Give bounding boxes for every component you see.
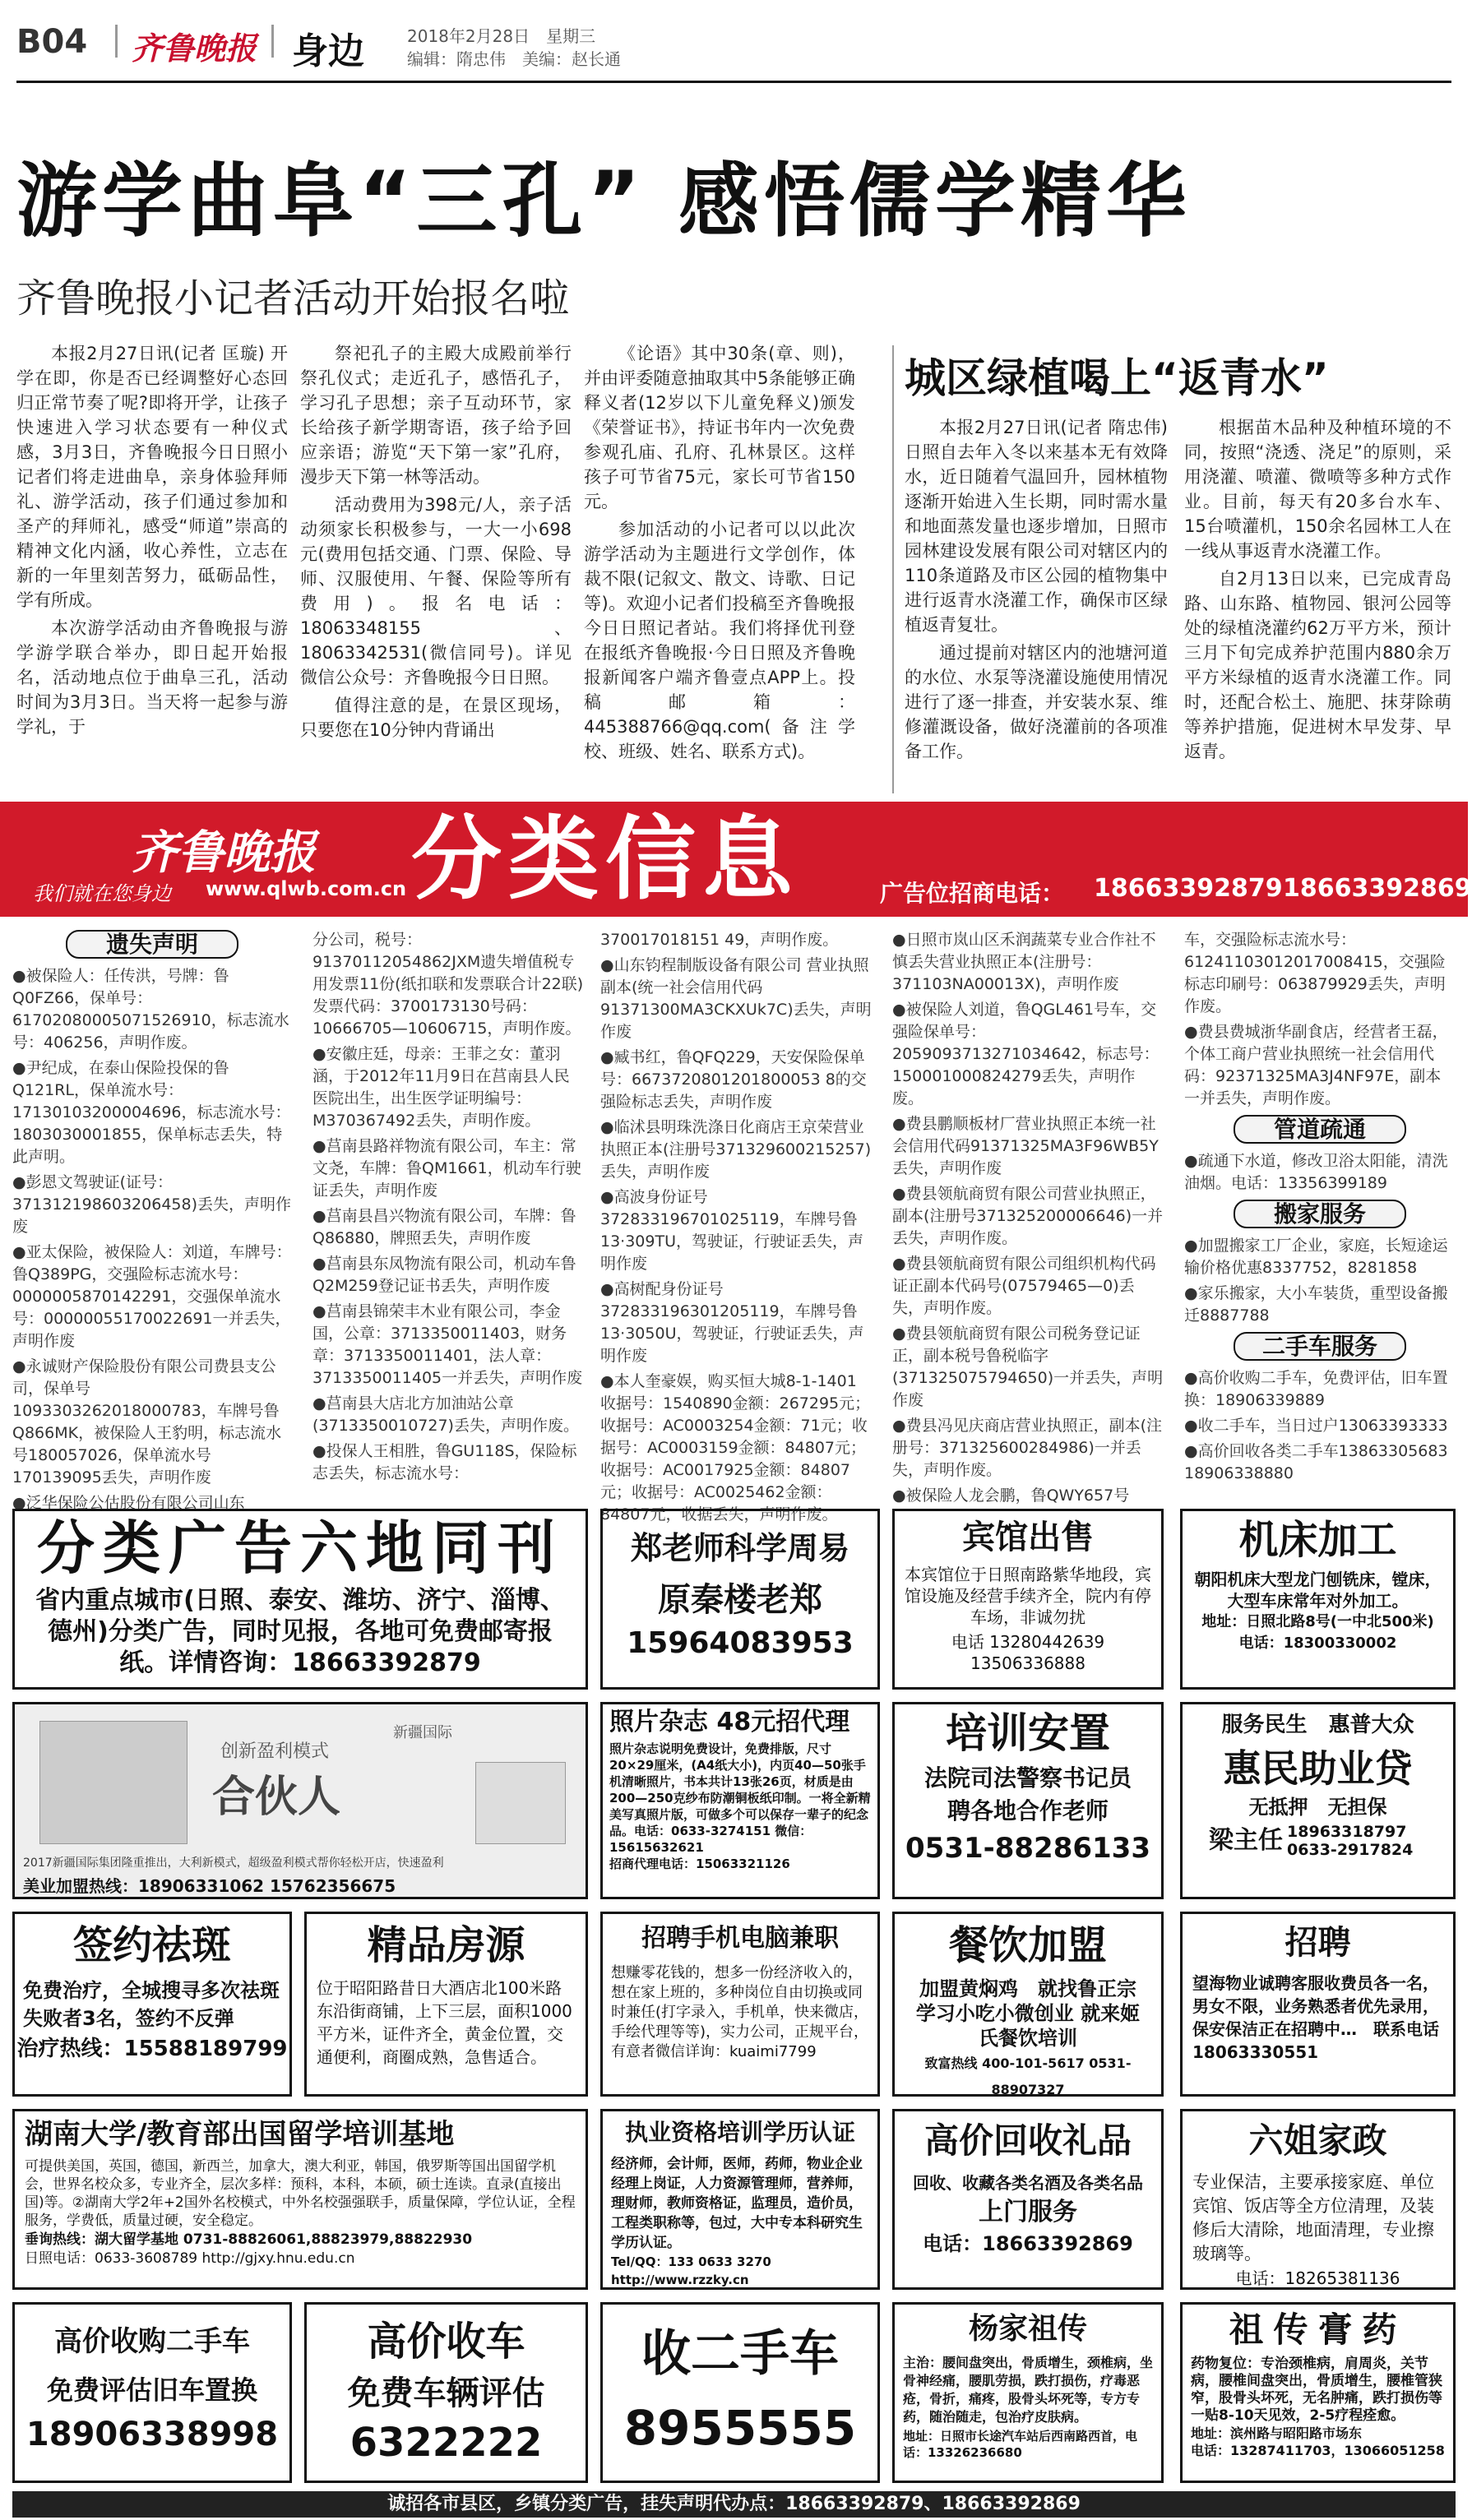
ad-line1: 服务民生 惠普大众 <box>1221 1713 1414 1737</box>
ad-phone: 电话：13287411703，13066051258 <box>1191 2443 1445 2458</box>
ad-body: 回收、收藏各类名酒及各类名品 <box>913 2173 1143 2193</box>
ad-address: 地址：滨州路与昭阳路市场东 <box>1191 2425 1363 2441</box>
ad-line3: 无抵押 无担保 <box>1248 1796 1387 1819</box>
editor-credit: 编辑：隋忠伟 美编：赵长通 <box>407 49 621 69</box>
article2-col1 <box>905 415 1168 793</box>
paragraph: 根据苗木品种及种植环境的不同，按照“浇透、浇足”的原则，采用浇灌、喷灌、微喷等多种方式作业。目前，每天有20多台水车、15台喷灌机，150余名园林工人在一线从事返青水浇灌工作。 <box>1184 418 1451 561</box>
notice: 分公司，税号：91370112054862JXM遗失增值税专用发票11份(纸扣联和发票联合计22联)发票代码：3700173130号码：10666705—10606715，声明作废。 <box>312 931 584 1038</box>
ad-body: 照片杂志说明免费设计，免费排版，尺寸20×29厘米，(A4纸大小)，内页40—50张手机清晰照片，书本共计13张26页，材质是由200—250克纱布防潮铜板纸印制。一将全新精美写真照片版，可做多个可以保存一辈子的纪念品。电话：0633-3274151 微信：15615632621 <box>609 1741 871 1855</box>
notice: ●投保人王相胜，鲁GU118S，保险标志丢失，标志流水号： <box>312 1442 577 1482</box>
paragraph: 本报2月27日讯(记者 匡璇) 开学在即，你是否已经调整好心态回归正常节奏了呢?即将开学，让孩子快速进入学习状态要有一种仪式感，3月3日，齐鲁晚报今日日照小记者们将走进曲阜，亲身体验拜师礼、游学活动，孩子们通过参加和圣产的拜师礼，感受“师道”崇高的精神文化内涵，收心养性，立志在新的一年里刻苦努力，砥砺品性，学有所成。 <box>16 344 288 610</box>
ad-title: 郑老师科学周易 <box>630 1530 849 1566</box>
classified-col4 <box>892 929 1164 1505</box>
notice: ●泛华保险公估股份有限公司山东 <box>12 1494 245 1512</box>
ad-body: 望海物业诚聘客服收费员各一名，男女不限，业务熟悉者优先录用，保安保洁正在招聘中… 联系电话 18063330551 <box>1192 1973 1439 2062</box>
ad-brand: 新疆国际 <box>393 1724 452 1741</box>
hotline-label: 广告位招商电话： <box>880 880 1065 907</box>
ad-title: 招聘手机电脑兼职 <box>641 1924 839 1953</box>
notice: ●臧书红，鲁QFQ229，天安保险保单号：6673720801201800053 8的交强险标志丢失，声明作废 <box>600 1048 867 1111</box>
section-label: 二手车服务 <box>1234 1332 1406 1361</box>
ad-body: 可提供美国，英国，德国，新西兰，加拿大，澳大利亚，韩国，俄罗斯等国出国留学机会，世界名校众多，专业齐全，层次多样：预科，本科，本硕，硕士连读。直录(直接出国)等。②湖南大学2年+2国外名校模式，中外名校强强联手，质量保障，学位认证，全程服务，学费低，质量过硬，安全稳定。 <box>25 2158 576 2229</box>
notice: ●费县领航商贸有限公司营业执照正，副本(注册号371325200006646)一并丢失，声明作废。 <box>892 1185 1164 1247</box>
notice: ●莒南县锦荣丰木业有限公司，李金国，公章：3713350011403，财务章：3713350011401，法人章：3713350011405一并丢失，声明作废 <box>312 1302 583 1387</box>
ad-title: 分类广告六地同刊 <box>37 1514 563 1582</box>
notice: ●日照市岚山区禾润蔬菜专业合作社不慎丢失营业执照正本(注册号：371103NA00013X)，声明作废 <box>892 931 1156 993</box>
notice: ●费县鹏顺板材厂营业执照正本统一社会信用代码91371325MA3F96WB5Y丢失，声明作废 <box>892 1115 1159 1177</box>
ad-plaster <box>1180 2302 1456 2483</box>
ad-body: 朝阳机床大型龙门刨铣床，镗床，大型车床常年对外加工。 <box>1194 1570 1442 1611</box>
ad-recruit <box>1180 1912 1456 2097</box>
notice: ●高树配身份证号372833196301205119，车牌号鲁13·3050U，驾驶证，行驶证丢失，声明作废 <box>600 1280 864 1365</box>
ad-body: 药物复位：专治颈椎病，肩周炎，关节病，腰椎间盘突出，骨质增生，腰椎管狭窄，股骨头坏死，无名肿痛，跌打损伤等一贴8-10天见效，2-5疗程痊愈。 <box>1191 2356 1442 2424</box>
classified-col3 <box>600 929 872 1524</box>
notice: ●费县费城浙华副食店，经营者王磊，个体工商户营业执照统一社会信用代码：92371325MA3J4NF97E，副本一并丢失，声明作废。 <box>1184 1023 1448 1107</box>
ad-machining <box>1180 1509 1456 1690</box>
ad-phone: 6322222 <box>349 2420 543 2466</box>
notice: ●高波身份证号372833196701025119，车牌号鲁13·309TU，驾驶证，行驶证丢失，声明作废 <box>600 1188 863 1273</box>
ad-title: 高价收购二手车 <box>54 2325 250 2358</box>
ad-housekeeping <box>1180 2109 1456 2290</box>
notice: ●被保险人龙会鹏，鲁QWY657号 <box>892 1487 1130 1505</box>
ad-title: 餐饮加盟 <box>948 1922 1107 1968</box>
ad-catering <box>892 1912 1164 2097</box>
ad-training <box>892 1702 1164 1899</box>
paragraph: 本报2月27日讯(记者 隋忠伟) 日照自去年入冬以来基本无有效降水，近日随着气温回升，园林植物逐渐开始进入生长期，同时需水量和地面蒸发量也逐步增加，日照市园林建设发展有限公司对辖区内的110条道路及市区公园的植物集中进行返青水浇灌工作，确保市区绿植返青复壮。 <box>905 418 1168 635</box>
ad-photo-magazine <box>600 1702 880 1899</box>
paragraph: 祭祀孔子的主殿大成殿前举行祭孔仪式；走近孔子，感悟孔子，学习孔子思想；亲子互动环节，家长给孩子新学期寄语，孩子给予回应亲语；游览“天下第一家”孔府，漫步天下第一林等活动。 <box>300 344 572 487</box>
banner-slogan: 我们就在您身边 <box>33 882 171 905</box>
ad-body: 想赚零花钱的，想多一份经济收入的，想在家上班的，多种岗位自由切换或同时兼任(打字录入，手机单，快来微店，手绘代理等等)，实力公司，正规平台，有意者微信详询：kuaimi7799 <box>611 1964 869 2060</box>
ad-six-city <box>12 1509 588 1690</box>
ad-zhouyi <box>600 1509 880 1690</box>
ad-tag: 创新盈利模式 <box>220 1741 330 1762</box>
paragraph: 参加活动的小记者可以以此次游学活动为主题进行文学创作，体裁不限(记叙文、散文、诗歌、日记等)。欢迎小记者们投稿至齐鲁晚报今日日照记者站。我们将择优刊登在报纸齐鲁晚报·今日日照及齐鲁晚报新闻客户端齐鲁壹点APP上。投稿邮箱：445388766@qq.com(备注学校、班级、姓名、联系方式)。 <box>584 520 855 761</box>
section-label: 管道疏通 <box>1234 1115 1406 1144</box>
ad-title: 惠民助业贷 <box>1223 1746 1413 1791</box>
ad-phone: 18906338998 <box>25 2416 279 2453</box>
notice: ●疏通下水道，修改卫浴太阳能，清洗油烟。电话：13356399189 <box>1184 1152 1448 1192</box>
ad-line2: 免费车辆评估 <box>347 2374 545 2412</box>
ad-title: 照片杂志 48元招代理 <box>609 1708 850 1736</box>
classified-banner <box>0 802 1472 917</box>
ad-address: 地址：日照北路8号(一中北500米) <box>1201 1613 1434 1630</box>
notice: ●高价回收各类二手车13863305683 18906338880 <box>1184 1442 1448 1482</box>
ad-title: 湖南大学/教育部出国留学培训基地 <box>25 2118 455 2151</box>
ad-phone: 电话：18265381136 <box>1235 2268 1400 2288</box>
paragraph: 值得注意的是，在景区现场，只要您在10分钟内背诵出 <box>300 696 572 740</box>
notice: 车，交强险标志流水号：61241103012017008415，交强险标志印刷号：063879929丢失，声明作废。 <box>1184 931 1446 1015</box>
footer-bar <box>12 2491 1456 2518</box>
article2-col2 <box>1184 415 1451 793</box>
ad-footer: 招商代理电话：15063321126 <box>609 1856 790 1871</box>
ad-title: 杨家祖传 <box>968 2312 1087 2346</box>
ad-line3: 聘各地合作老师 <box>947 1797 1109 1824</box>
notice: ●费县冯见庆商店营业执照正，副本(注册号：371325600284986)一并丢失，声明作废。 <box>892 1417 1162 1479</box>
notice: ●被保险人刘道，鲁QGL461号车，交强险保单号：2059093713271034642，标志号：150001000824279丢失，声明作废。 <box>892 1001 1160 1107</box>
ad-phone: 治疗热线：15588189799 <box>16 2037 288 2061</box>
classified-col2 <box>312 929 584 1500</box>
notice: ●彭恩文驾驶证(证号：371312198603206458)丢失，声明作废 <box>12 1173 292 1236</box>
ad-freckle <box>12 1912 292 2097</box>
ad-title: 招聘 <box>1285 1924 1351 1962</box>
product-image <box>475 1762 566 1844</box>
ad-phone: 0531-88286133 <box>905 1832 1150 1865</box>
ad-phone: 电话：18300330002 <box>1238 1635 1397 1652</box>
notice: ●高价收购二手车，免费评估，旧车置换：18906339889 <box>1184 1369 1448 1409</box>
ad-title: 收二手车 <box>641 2325 839 2383</box>
ad-phone: 垂询热线：湖大留学基地 0731-88826061,88823979,88822930 <box>25 2231 473 2248</box>
hotline-phone-1: 18663392879 <box>1094 874 1283 903</box>
ad-title: 执业资格培训学历认证 <box>624 2119 855 2146</box>
ad-body: 专业保洁，主要承接家庭、单位宾馆、饭店等全方位清理，及装修后大清除，地面清理，专业擦玻璃等。 <box>1192 2172 1434 2263</box>
notice: ●永诚财产保险股份有限公司费县支公司，保单号1093303262018000783，车牌号鲁Q866MK，被保险人王豹明，标志流水号180057026，保单流水号170139095丢失，声明作废 <box>12 1357 282 1487</box>
section-label: 遗失声明 <box>66 930 238 959</box>
notice: ●尹纪成，在泰山保险投保的鲁Q121RL，保单流水号：17130103200004696，标志流水号：1803030001855，保单标志丢失，特此声明。 <box>12 1059 291 1166</box>
ad-address: 地址：日照市长途汽车站后西南路西首，电话：13326236680 <box>903 2429 1138 2460</box>
issue-date: 2018年2月28日 星期三 <box>407 26 596 46</box>
ad-title: 祖传膏药 <box>1229 2310 1407 2350</box>
ad-hunan-university <box>12 2109 588 2290</box>
ad-hotel-sale <box>892 1509 1164 1690</box>
ad-phone: 电话：18663392869 <box>923 2232 1133 2255</box>
ad-title: 高价回收礼品 <box>923 2120 1132 2161</box>
page-header <box>0 0 1468 74</box>
ad-phone: 致富热线 400-101-5617 0531-88907327 <box>924 2055 1132 2097</box>
divider <box>115 25 118 58</box>
ad-yang-family <box>892 2302 1164 2483</box>
paragraph: 通过提前对辖区内的池塘河道的水位、水泵等浇灌设施使用情况进行了逐一排查，并安装水泵、维修灌溉设备，做好浇灌前的各项准备工作。 <box>905 643 1168 761</box>
article1-col3 <box>584 341 855 793</box>
ad-body: 省内重点城市(日照、泰安、潍坊、济宁、淄博、德州)分类广告，同时见报，各地可免费邮寄报纸。详情咨询：18663392879 <box>35 1586 565 1677</box>
notice: ●莒南县东凤物流有限公司，机动车鲁Q2M259登记证书丢失，声明作废 <box>312 1255 576 1295</box>
ad-body: 本宾馆位于日照南路紫华地段，宾馆设施及经营手续齐全，院内有停车场，非诚勿扰 <box>905 1565 1151 1627</box>
ad-phone: 15964083953 <box>627 1626 854 1660</box>
banner-title: 分类信息 <box>411 807 799 912</box>
ad-phone: 8955555 <box>623 2400 857 2456</box>
notice: ●莒南县昌兴物流有限公司，车牌：鲁Q86880，牌照丢失，声明作废 <box>312 1207 576 1247</box>
subheadline: 齐鲁晚报小记者活动开始报名啦 <box>16 275 570 321</box>
ad-phone-2: 日照电话：0633-3608789 http://gjxy.hnu.edu.cn <box>25 2250 355 2267</box>
notice: ●费县领航商贸有限公司税务登记证正，副本税号鲁税临字(371325075794650)一并丢失，声明作废 <box>892 1325 1164 1409</box>
paragraph: 自2月13日以来，已完成青岛路、山东路、植物园、银河公园等处的绿植浇灌约62万平方米，预计三月下旬完成养护范围内880余万平方米绿植的返青水浇灌工作。同时，还配合松土、施肥、抹芽除萌等养护措施，促进树木早发芽、早返青。 <box>1184 569 1451 761</box>
notice: ●费县领航商贸有限公司组织机构代码证正副本代码号(07579465—0)丢失，声明作废。 <box>892 1255 1156 1317</box>
article2-title: 城区绿植喝上“返青水” <box>905 354 1329 402</box>
hotline-phone-2: 18663392869 <box>1283 874 1472 903</box>
headline: 游学曲阜“三孔” 感悟儒学精华 <box>16 155 1192 248</box>
logo: 齐鲁晚报 <box>132 30 257 67</box>
ad-used-car-1 <box>12 2302 292 2483</box>
banner-url: www.qlwb.com.cn <box>206 877 407 900</box>
section-name: 身边 <box>292 30 364 72</box>
notice: ●被保险人：任传洪，号牌：鲁Q0FZ66，保单号：61702080005071526910，标志流水号：406256，声明作废。 <box>12 967 289 1052</box>
ad-used-car-2 <box>304 2302 588 2483</box>
ad-loan <box>1180 1702 1456 1899</box>
ad-body: 位于昭阳路昔日大酒店北100米路东沿街商铺，上下三层，面积1000平方米，证件齐全，黄金位置，交通便利，商圈成熟，急售适合。 <box>317 1978 572 2067</box>
paragraph: 活动费用为398元/人，亲子活动须家长积极参与，一大一小698元(费用包括交通、门票、保险、导师、汉服使用、午餐、保险等所有费用)。报名电话：18063348155、18063342531(微信同号)。详见微信公众号：齐鲁晚报今日日照。 <box>300 495 572 687</box>
notice: ●亚太保险，被保险人：刘道，车牌号：鲁Q389PG，交强险标志流水号：0000005870142291，交强保单流水号：00000055170022691一并丢失，声明作废 <box>12 1243 292 1350</box>
section-label: 搬家服务 <box>1234 1200 1406 1228</box>
ad-phone: 电话 13280442639 13506336888 <box>951 1632 1105 1673</box>
ad-line2: 原秦楼老郑 <box>658 1581 822 1619</box>
ad-title: 机床加工 <box>1238 1517 1397 1563</box>
ad-partner <box>12 1702 588 1899</box>
page-number: B04 <box>16 23 88 61</box>
ad-body: 经济师，会计师，医师，药师，物业企业经理上岗证，人力资源管理师，营养师，理财师，教师资格证，监理员，造价员，工程类职称等，包过，大中专本科研究生学历认证。 <box>611 2156 863 2251</box>
notice: ●山东钧程制版设备有限公司 营业执照副本(统一社会信用代码91371300MA3CKXUk7C)丢失，声明作废 <box>600 956 872 1041</box>
ad-parttime <box>600 1912 880 2097</box>
ad-hotline: 美业加盟热线：18906331062 15762356675 <box>23 1876 396 1896</box>
ad-title: 精品房源 <box>367 1922 525 1968</box>
footer-text: 诚招各市县区，乡镇分类广告，挂失声明代办点：18663392879、18663392869 <box>387 2494 1081 2514</box>
notice: ●莒南县大店北方加油站公章(3713350010727)丢失，声明作废。 <box>312 1394 579 1435</box>
classified-col1 <box>12 925 292 1512</box>
notice: ●收二手车，当日过户13063393333 <box>1184 1417 1448 1435</box>
ad-qualification <box>600 2109 880 2290</box>
article1-col1 <box>16 341 288 793</box>
ad-title: 六姐家政 <box>1248 2120 1387 2161</box>
notice: ●加盟搬家工厂企业，家庭，长短途运输价格优惠8337752，8281858 <box>1184 1237 1448 1277</box>
ad-line2: 法院司法警察书记员 <box>923 1764 1132 1792</box>
ad-used-car-3 <box>600 2302 880 2483</box>
notice: ●临沭县明珠洗涤日化商店王京荣营业执照正本(注册号371329600215257)丢失，声明作废 <box>600 1118 872 1181</box>
classified-col5 <box>1184 929 1456 1500</box>
notice: ●本人奎豪娱，购买恒大城8-1-1401收据号：1540890金额：267295元；收据号：AC0003254金额：71元；收据号：AC0003159金额：84807元；收据号：AC0017925金额：84807元；收据号：AC0025462金额：84807元，收据丢失，声明作废。 <box>600 1372 871 1524</box>
ad-title: 合伙人 <box>212 1773 341 1822</box>
notice: ●安徽庄廷，母亲：王菲之女：董羽涵，于2012年11月9日在莒南县人民医院出生，出生医学证明编号：M370367492丢失，声明作废。 <box>312 1045 570 1130</box>
product-image <box>39 1721 187 1844</box>
banner-logo: 齐鲁晚报 <box>132 825 316 880</box>
ad-title: 高价收车 <box>367 2319 525 2365</box>
divider <box>271 25 274 58</box>
ad-body: 加盟黄焖鸡 就找鲁正宗 学习小吃小微创业 就来姬氏餐饮培训 <box>915 1977 1141 2050</box>
ad-title: 签约祛斑 <box>72 1922 231 1968</box>
ad-contact: 梁主任 <box>1208 1826 1283 1855</box>
ad-line3: 上门服务 <box>979 2198 1077 2226</box>
ad-title: 培训安置 <box>946 1709 1110 1757</box>
column-divider <box>892 345 894 793</box>
notice: ●莒南县路祥物流有限公司，车主：常文尧，车牌：鲁QM1661，机动车行驶证丢失，声明作废 <box>312 1137 581 1200</box>
notice: ●家乐搬家，大小车装货，重型设备搬迁8887788 <box>1184 1284 1448 1325</box>
article1-col2 <box>300 341 572 793</box>
ad-footer: 2017新疆国际集团隆重推出，大利新模式，超级盈利模式帮你轻松开店，快速盈利 <box>23 1856 444 1870</box>
ad-phone: Tel/QQ：133 0633 3270 http://www.rzzky.cn <box>611 2254 771 2287</box>
ad-phone: 18963318797 0633-2917824 <box>1287 1823 1414 1859</box>
paragraph: 本次游学活动由齐鲁晚报与游学游学联合举办，即日起开始报名，活动地点位于曲阜三孔，活动时间为3月3日。当天将一起参与游学礼，于 <box>16 618 288 737</box>
ad-property <box>304 1912 588 2097</box>
ad-body: 主治：腰间盘突出，骨质增生，颈椎病，坐骨神经痛，腰肌劳损，跌打损伤，疗毒恶疮，骨折，痛疼，股骨头坏死等，专方专药，随治随走，包治疗皮肤病。 <box>903 2355 1154 2425</box>
ad-gift-recycle <box>892 2109 1164 2290</box>
ad-line2: 免费评估旧车置换 <box>46 2374 257 2406</box>
ad-title: 宾馆出售 <box>962 1519 1094 1556</box>
notice: 370017018151 49，声明作废。 <box>600 931 839 949</box>
rule <box>16 81 1451 83</box>
paragraph: 《论语》其中30条(章、则)，并由评委随意抽取其中5条能够正确释义者(12岁以下儿童免释义)颁发《荣誉证书》，持证书年内一次免费参观孔庙、孔府、孔林景区。这样孩子可节省75元，家长可节省150元。 <box>584 344 855 511</box>
ad-body: 免费治疗，全城搜寻多次祛斑失败者3名，签约不反弹 <box>23 1979 280 2030</box>
